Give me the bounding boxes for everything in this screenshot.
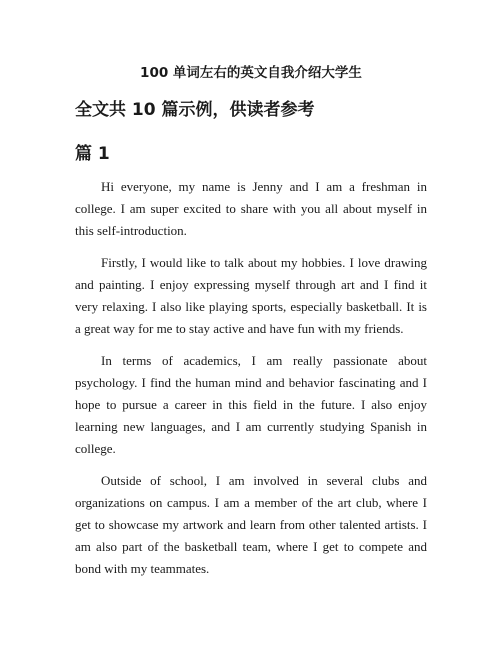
- document-title: 100 单词左右的英文自我介绍大学生: [140, 65, 362, 81]
- body-text: [75, 176, 427, 590]
- paragraph-hobbies: Firstly, I would like to talk about my hobbies. I love drawing and painting. I enjoy expressing myself through art and I find it very relaxing. I also like playing sports, especially basketball. It is a great way for me to stay active and have fun with my friends.: [75, 255, 427, 336]
- paragraph-academics: In terms of academics, I am really passionate about psychology. I find the human mind and behavior fascinating and I hope to pursue a career in this field in the future. I also enjoy learning new languages, and I am currently studying Spanish in college.: [75, 353, 427, 456]
- paragraph-intro: Hi everyone, my name is Jenny and I am a freshman in college. I am super excited to share with you all about myself in this self-introduction.: [75, 179, 427, 238]
- section-heading: 篇 1: [75, 144, 110, 164]
- document-subtitle: 全文共 10 篇示例，供读者参考: [75, 100, 315, 120]
- paragraph-activities: Outside of school, I am involved in several clubs and organizations on campus. I am a member of the art club, where I get to showcase my artwork and learn from other talented artists. I am also part of the basketball team, where I get to compete and bond with my teammates.: [75, 473, 427, 576]
